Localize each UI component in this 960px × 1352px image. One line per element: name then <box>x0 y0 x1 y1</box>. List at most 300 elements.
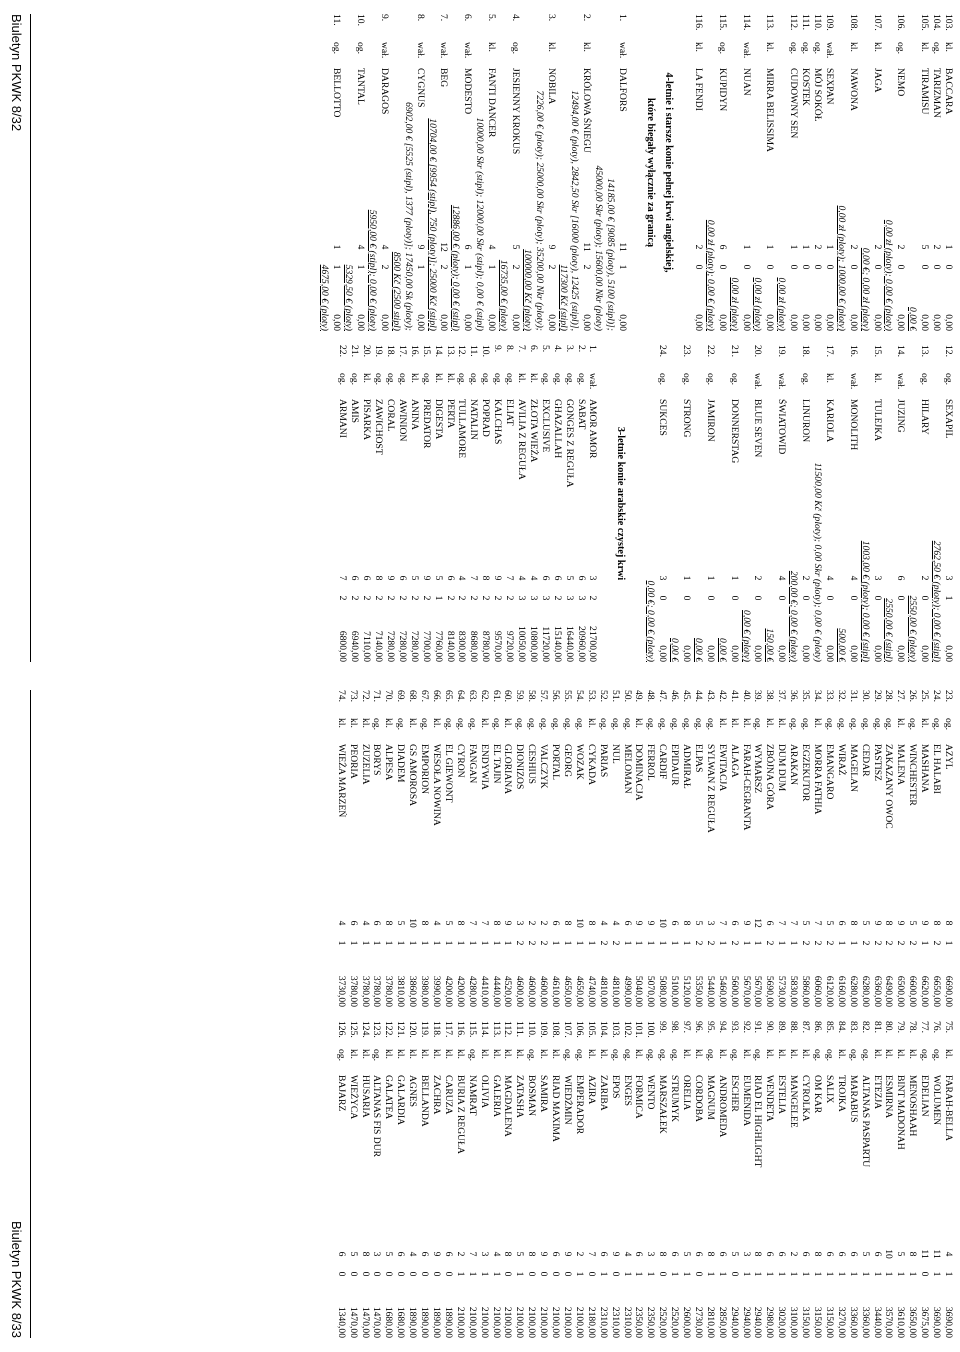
horse-sex: og. <box>907 718 919 730</box>
horse-name: KRÓLOWA ŚNIEGU <box>581 68 593 154</box>
wins-count: 2 <box>444 595 456 601</box>
wins-count: 1 <box>335 940 347 946</box>
prize-amount: 0,00 <box>716 314 728 331</box>
prize-amount: 3780,00 <box>383 975 395 1007</box>
horse-row <box>384 345 396 662</box>
wins-count: 0 <box>526 1271 538 1277</box>
foreign-earnings: 0,00 € <box>716 638 728 662</box>
prize-amount: 0,00 <box>919 645 931 662</box>
rank-number: 106. <box>573 1021 585 1038</box>
starts-count: 6 <box>764 1251 776 1257</box>
foreign-earnings: 7226,00 € (ploty); 25000,00 Skr (ploty); 35200,00 Nkr (ploty); <box>533 90 545 331</box>
prize-amount: 0,00 <box>919 314 931 331</box>
horse-entry <box>847 345 859 568</box>
rank-number: 63. <box>466 690 478 702</box>
horse-sex: kl. <box>812 718 824 728</box>
horse-entry <box>502 690 514 913</box>
foreign-earnings: 0,00 zł (ploty) <box>776 277 788 331</box>
horse-row <box>537 1021 549 1338</box>
horse-name: FORMICA <box>633 1075 645 1119</box>
horse-name: EMPORION <box>419 744 431 795</box>
prize-amount: 2100,00 <box>573 1306 585 1338</box>
horse-row <box>454 690 466 1007</box>
horse-row <box>811 14 823 331</box>
wins-count: 2 <box>438 264 450 270</box>
starts-count: 9 <box>385 575 397 581</box>
prize-amount: 5460,00 <box>716 975 728 1007</box>
horse-name: WOZAK <box>573 744 585 780</box>
horse-name: AVILIA Z REGUŁA <box>516 399 527 480</box>
starts-count: 7 <box>776 920 788 926</box>
rank-number: 95. <box>704 1021 716 1033</box>
horse-sex: kl. <box>431 1049 443 1059</box>
horse-row <box>442 690 454 1007</box>
horse-sex: og. <box>526 1049 538 1061</box>
horse-entry <box>347 1021 359 1244</box>
right-column-1 <box>40 690 954 1007</box>
horse-row <box>680 345 692 662</box>
horse-entry <box>740 14 752 237</box>
horse-name: MALENA <box>895 744 907 786</box>
horse-entry <box>644 690 656 913</box>
horse-name: ZUZELIA <box>359 744 371 785</box>
horse-name: MAGNUM <box>704 1075 716 1120</box>
starts-count: 3 <box>943 575 954 581</box>
horse-name: TIRAMISU <box>919 68 931 115</box>
wins-count: 1 <box>847 940 859 946</box>
starts-count: 2 <box>800 575 812 581</box>
prize-amount: 2310,00 <box>597 1306 609 1338</box>
horse-name: VALCZYK <box>538 744 550 789</box>
starts-count: 6 <box>895 575 907 581</box>
prize-amount: 2810,00 <box>704 1306 716 1338</box>
foreign-earnings: 0,00 € <box>669 638 681 662</box>
horse-entry <box>894 1021 906 1244</box>
horse-row <box>587 345 599 662</box>
horse-row <box>847 1021 859 1338</box>
starts-count: 9 <box>645 920 657 926</box>
horse-name: EWITACJA <box>716 744 728 792</box>
prize-amount: 0,00 <box>812 314 824 331</box>
rank-number: 42. <box>716 690 728 702</box>
prize-amount: 2520,00 <box>669 1306 681 1338</box>
horse-row <box>883 690 895 1007</box>
wins-count: 2 <box>895 940 907 946</box>
horse-name: RIAD EL HIGHLIGHT <box>752 1075 764 1168</box>
horse-sex: kl. <box>478 718 490 728</box>
horse-entry <box>359 1021 371 1244</box>
left-column-1 <box>40 14 954 331</box>
horse-row <box>490 1021 502 1338</box>
rank-number: 111. <box>514 1021 526 1038</box>
starts-count: 6 <box>442 1251 454 1257</box>
foreign-earnings: 0,00 € <box>907 307 919 331</box>
horse-row <box>644 1021 656 1338</box>
prize-amount: 3360,00 <box>859 1306 871 1338</box>
starts-count: 1 <box>740 244 752 250</box>
horse-entry <box>906 1021 918 1244</box>
horse-name: WIEŻA MARZEŃ <box>335 744 347 818</box>
horse-sex: og. <box>420 373 432 385</box>
wins-count: 2 <box>728 940 740 946</box>
rank-number: 81. <box>871 1021 883 1033</box>
horse-row <box>740 690 752 1007</box>
horse-entry <box>502 1021 514 1244</box>
wins-count: 1 <box>331 264 343 270</box>
prize-amount: 6120,00 <box>823 975 835 1007</box>
horse-name: POPRAD <box>480 399 492 437</box>
wins-count: 0 <box>919 264 931 270</box>
horse-entry <box>330 14 342 237</box>
starts-count: 4 <box>516 575 527 581</box>
horse-sex: og. <box>621 718 633 730</box>
horse-name: EGZEKUTOR <box>800 744 812 802</box>
rank-number: 94. <box>716 1021 728 1033</box>
wins-count: 1 <box>835 1271 847 1277</box>
horse-sex: og. <box>919 373 931 385</box>
horse-sex: og. <box>396 373 408 385</box>
horse-name: ANDROMEDA <box>716 1075 728 1138</box>
horse-sex: kl. <box>788 1049 800 1059</box>
horse-name: PERTA <box>444 399 456 429</box>
wins-count: 0 <box>585 1271 597 1277</box>
prize-amount: 0,00 <box>764 314 776 331</box>
horse-name: PARIAS <box>597 744 609 778</box>
prize-amount: 8300,00 <box>456 630 468 662</box>
horse-row <box>378 14 390 331</box>
horse-entry <box>418 690 430 913</box>
wins-count: 2 <box>907 940 919 946</box>
wins-count: 1 <box>442 940 454 946</box>
prize-amount: 3730,00 <box>335 975 347 1007</box>
horse-sex: wał. <box>587 373 599 390</box>
horse-sex: wał. <box>462 42 474 59</box>
horse-entry <box>752 345 764 568</box>
starts-count: 8 <box>373 575 385 581</box>
rank-number: 96. <box>692 1021 704 1033</box>
horse-name: ZACHRA <box>431 1075 443 1115</box>
wins-count: 2 <box>597 940 609 946</box>
horse-name: MÓJ SOKÓŁ <box>812 68 824 122</box>
rank-number: 4. <box>551 345 563 353</box>
rank-number: 108. <box>847 14 859 31</box>
horse-entry <box>752 690 764 913</box>
horse-name: EL HALABI <box>931 744 943 795</box>
horse-name: WIEŻYCA <box>347 1075 359 1120</box>
wins-count: 2 <box>883 940 895 946</box>
rank-number: 55. <box>562 690 573 702</box>
horse-entry <box>847 14 859 237</box>
starts-count: 2 <box>788 1251 800 1257</box>
horse-entry <box>513 690 525 913</box>
horse-name: NATALIN <box>468 399 480 440</box>
horse-entry <box>787 1021 799 1244</box>
horse-entry <box>930 1021 942 1244</box>
horse-sex: og. <box>337 373 349 385</box>
horse-sex: og. <box>859 1049 871 1061</box>
rank-number: 15. <box>871 345 883 357</box>
prize-amount: 7140,00 <box>373 630 385 662</box>
horse-row <box>467 345 479 662</box>
horse-row <box>354 14 366 331</box>
prize-amount: 1470,00 <box>359 1306 371 1338</box>
starts-count: 5 <box>800 920 812 926</box>
prize-amount: 20960,00 <box>575 626 587 662</box>
prize-amount: 1890,00 <box>419 1306 431 1338</box>
foreign-earnings: 5329,50 € (ploty) <box>343 264 355 331</box>
starts-count: 8 <box>502 1251 514 1257</box>
horse-row <box>716 1021 728 1338</box>
starts-count: 1 <box>823 244 835 250</box>
prize-amount: 0,00 <box>545 314 557 331</box>
rank-number: 62. <box>478 690 490 702</box>
horse-sex: og. <box>681 718 693 730</box>
starts-count: 5 <box>408 575 420 581</box>
horse-name: DIADEM <box>395 744 407 783</box>
horse-entry <box>799 345 811 568</box>
wins-count: 1 <box>490 940 502 946</box>
horse-sex: og. <box>681 373 693 385</box>
prize-amount: 3150,00 <box>823 1306 835 1338</box>
prize-amount: 4280,00 <box>466 975 478 1007</box>
horse-entry <box>430 1021 442 1244</box>
horse-name: ALPESA <box>383 744 395 781</box>
foreign-earnings: 200,00 €; 0,00 € (ploty) <box>788 570 800 662</box>
horse-row <box>420 345 432 662</box>
rank-number: 28. <box>883 690 895 702</box>
horse-entry <box>408 345 420 568</box>
horse-row <box>775 345 787 662</box>
wins-count: 1 <box>359 940 371 946</box>
starts-count: 1 <box>788 244 800 250</box>
rank-number: 21. <box>728 345 740 357</box>
horse-entry <box>656 690 668 913</box>
starts-count: 8 <box>585 920 597 926</box>
prize-amount: 2100,00 <box>538 1306 550 1338</box>
rank-number: 1. <box>617 14 629 22</box>
horse-entry <box>479 345 491 568</box>
wins-count: 1 <box>907 1271 919 1277</box>
horse-sex: kl. <box>681 1049 693 1059</box>
wins-count: 1 <box>383 940 395 946</box>
rank-number: 76. <box>931 1021 943 1033</box>
prize-amount: 0,00 <box>740 314 752 331</box>
rank-number: 104. <box>931 14 943 31</box>
horse-entry <box>775 690 787 913</box>
starts-count: 8 <box>480 575 492 581</box>
prize-amount: 15140,00 <box>551 626 563 662</box>
horse-name: SALIX <box>823 1075 835 1104</box>
wins-count: 1 <box>800 1271 812 1277</box>
rank-number: 30. <box>859 690 871 702</box>
rank-number: 88. <box>788 1021 800 1033</box>
prize-amount: 7110,00 <box>361 631 373 662</box>
prize-amount: 4520,00 <box>502 975 514 1007</box>
rank-number: 1. <box>587 345 599 353</box>
rank-number: 49. <box>633 690 645 702</box>
horse-name: DUM DUM <box>776 744 788 792</box>
foreign-earnings: 11500,00 Kč (ploty); 0,00 Skr (ploty); 0,00 € (ploty) <box>812 462 824 662</box>
horse-entry <box>442 690 454 913</box>
horse-name: GS AMOROSA <box>407 744 419 807</box>
horse-name: CORDOBA <box>692 1075 704 1122</box>
wins-count: 2 <box>385 595 397 601</box>
prize-amount: 2100,00 <box>562 1306 573 1338</box>
horse-name: TULLAMORE <box>456 399 468 459</box>
horse-row <box>752 690 764 1007</box>
horse-row <box>503 345 515 662</box>
horse-name: MARSZAŁEK <box>657 1075 669 1134</box>
starts-count: 9 <box>414 244 426 250</box>
horse-sex: og. <box>669 1049 681 1061</box>
horse-name: BELLOTTO <box>331 68 343 118</box>
rank-number: 5. <box>539 345 551 353</box>
horse-sex: kl. <box>514 1049 526 1059</box>
prize-amount: 2100,00 <box>454 1306 466 1338</box>
prize-amount: 0,00 <box>800 314 812 331</box>
horse-entry <box>442 1021 454 1244</box>
prize-amount: 4990,00 <box>621 975 633 1007</box>
starts-count: 6 <box>550 920 562 926</box>
horse-name: FARAH-CEGRANTA <box>740 744 752 831</box>
horse-row <box>775 690 787 1007</box>
horse-entry <box>430 690 442 913</box>
horse-name: EPIDAUR <box>669 744 681 786</box>
wins-count: 1 <box>419 940 431 946</box>
horse-sex: kl. <box>419 1049 431 1059</box>
horse-name: CORAL <box>385 399 397 432</box>
wins-count: 0 <box>502 1271 514 1277</box>
horse-name: DOMINACJA <box>633 744 645 801</box>
rank-number: 21. <box>349 345 361 357</box>
horse-sex: kl. <box>527 373 539 383</box>
horse-name: NUAN <box>740 68 752 96</box>
horse-entry <box>871 690 883 913</box>
wins-count: 2 <box>871 940 883 946</box>
horse-entry <box>335 690 347 913</box>
wins-count: 1 <box>478 940 490 946</box>
wins-count: 1 <box>633 1271 645 1277</box>
horse-entry <box>509 14 521 237</box>
wins-count: 2 <box>468 595 480 601</box>
horse-name: EUMENIDA <box>740 1075 752 1127</box>
prize-amount: 6940,00 <box>349 630 361 662</box>
rank-number: 93. <box>728 1021 740 1033</box>
prize-amount: 3990,00 <box>431 975 443 1007</box>
section-heading: 4-letnie i starsze konie pełnej krwi angielskiej, <box>663 72 675 273</box>
horse-name: SABAT <box>575 399 587 430</box>
horse-name: MAGELAN <box>847 744 859 792</box>
rank-number: 99. <box>657 1021 669 1033</box>
starts-count: 3 <box>478 1251 490 1257</box>
horse-entry <box>549 1021 561 1244</box>
horse-row <box>359 1021 371 1338</box>
wins-count: 1 <box>645 940 657 946</box>
horse-row <box>930 1021 942 1338</box>
horse-entry <box>871 14 883 237</box>
horse-sex: kl. <box>776 1049 788 1059</box>
wins-count: 2 <box>349 595 361 601</box>
horse-sex: kl. <box>943 1049 954 1059</box>
prize-amount: 4810,00 <box>597 975 609 1007</box>
horse-sex: kl. <box>907 1049 919 1059</box>
wins-count: 2 <box>609 940 621 946</box>
rank-number: 116. <box>692 14 704 31</box>
horse-entry <box>942 345 954 568</box>
horse-row <box>680 690 692 1007</box>
foreign-earnings: 0,00 zł (ploty) <box>728 277 740 331</box>
horse-entry <box>383 690 395 913</box>
prize-amount: 6690,00 <box>943 975 954 1007</box>
wins-count: 2 <box>764 940 776 946</box>
prize-amount: 6620,00 <box>919 975 931 1007</box>
prize-amount: 5070,00 <box>645 975 657 1007</box>
prize-amount: 5670,00 <box>752 975 764 1007</box>
page-right <box>0 676 960 1352</box>
wins-count: 0 <box>895 264 907 270</box>
starts-count: 5 <box>907 920 919 926</box>
horse-entry <box>871 1021 883 1244</box>
horse-entry <box>597 1021 609 1244</box>
horse-name: NAWONA <box>847 68 859 111</box>
horse-name: ETEZJA <box>871 1075 883 1110</box>
horse-row <box>580 14 592 331</box>
horse-entry <box>918 1021 930 1244</box>
horse-entry <box>704 345 716 568</box>
horse-row <box>728 1021 740 1338</box>
horse-name: TULEJKA <box>871 399 883 442</box>
horse-row <box>906 690 918 1007</box>
rank-number: 111. <box>800 14 812 31</box>
starts-count: 3 <box>645 1251 657 1257</box>
horse-name: JUZING <box>895 399 907 433</box>
page-left-body <box>40 14 954 662</box>
rank-number: 119. <box>419 1021 431 1038</box>
horse-row <box>644 690 656 1007</box>
rank-number: 82. <box>859 1021 871 1033</box>
horse-name: MIRRA BELISSIMA <box>764 68 776 152</box>
prize-amount: 0,00 <box>438 314 450 331</box>
horse-entry <box>644 1021 656 1244</box>
horse-sex: og. <box>514 718 526 730</box>
starts-count: 6 <box>728 920 740 926</box>
horse-row <box>823 1021 835 1338</box>
prize-amount: 8780,00 <box>480 630 492 662</box>
rank-number: 32. <box>835 690 847 702</box>
wins-count: 2 <box>526 940 538 946</box>
horse-row <box>716 690 728 1007</box>
starts-count: 5 <box>395 920 407 926</box>
horse-row <box>444 345 456 662</box>
horse-sex: og. <box>538 718 550 730</box>
wins-count: 0 <box>871 264 883 270</box>
horse-sex: kl. <box>407 1049 419 1059</box>
horse-sex: og. <box>895 42 907 54</box>
horse-name: JAGA <box>871 68 883 93</box>
horse-row <box>430 1021 442 1338</box>
horse-entry <box>527 345 539 568</box>
prize-amount: 3440,00 <box>871 1306 883 1338</box>
prize-amount: 0,00 <box>378 314 390 331</box>
prize-amount: 5600,00 <box>728 975 740 1007</box>
horse-row <box>799 345 811 662</box>
starts-count: 4 <box>407 1251 419 1257</box>
prize-amount: 0,00 <box>800 645 812 662</box>
rank-number: 20. <box>752 345 764 357</box>
starts-count: 5 <box>442 920 454 926</box>
wins-count: 0 <box>538 1271 550 1277</box>
starts-count: 1 <box>704 575 716 581</box>
